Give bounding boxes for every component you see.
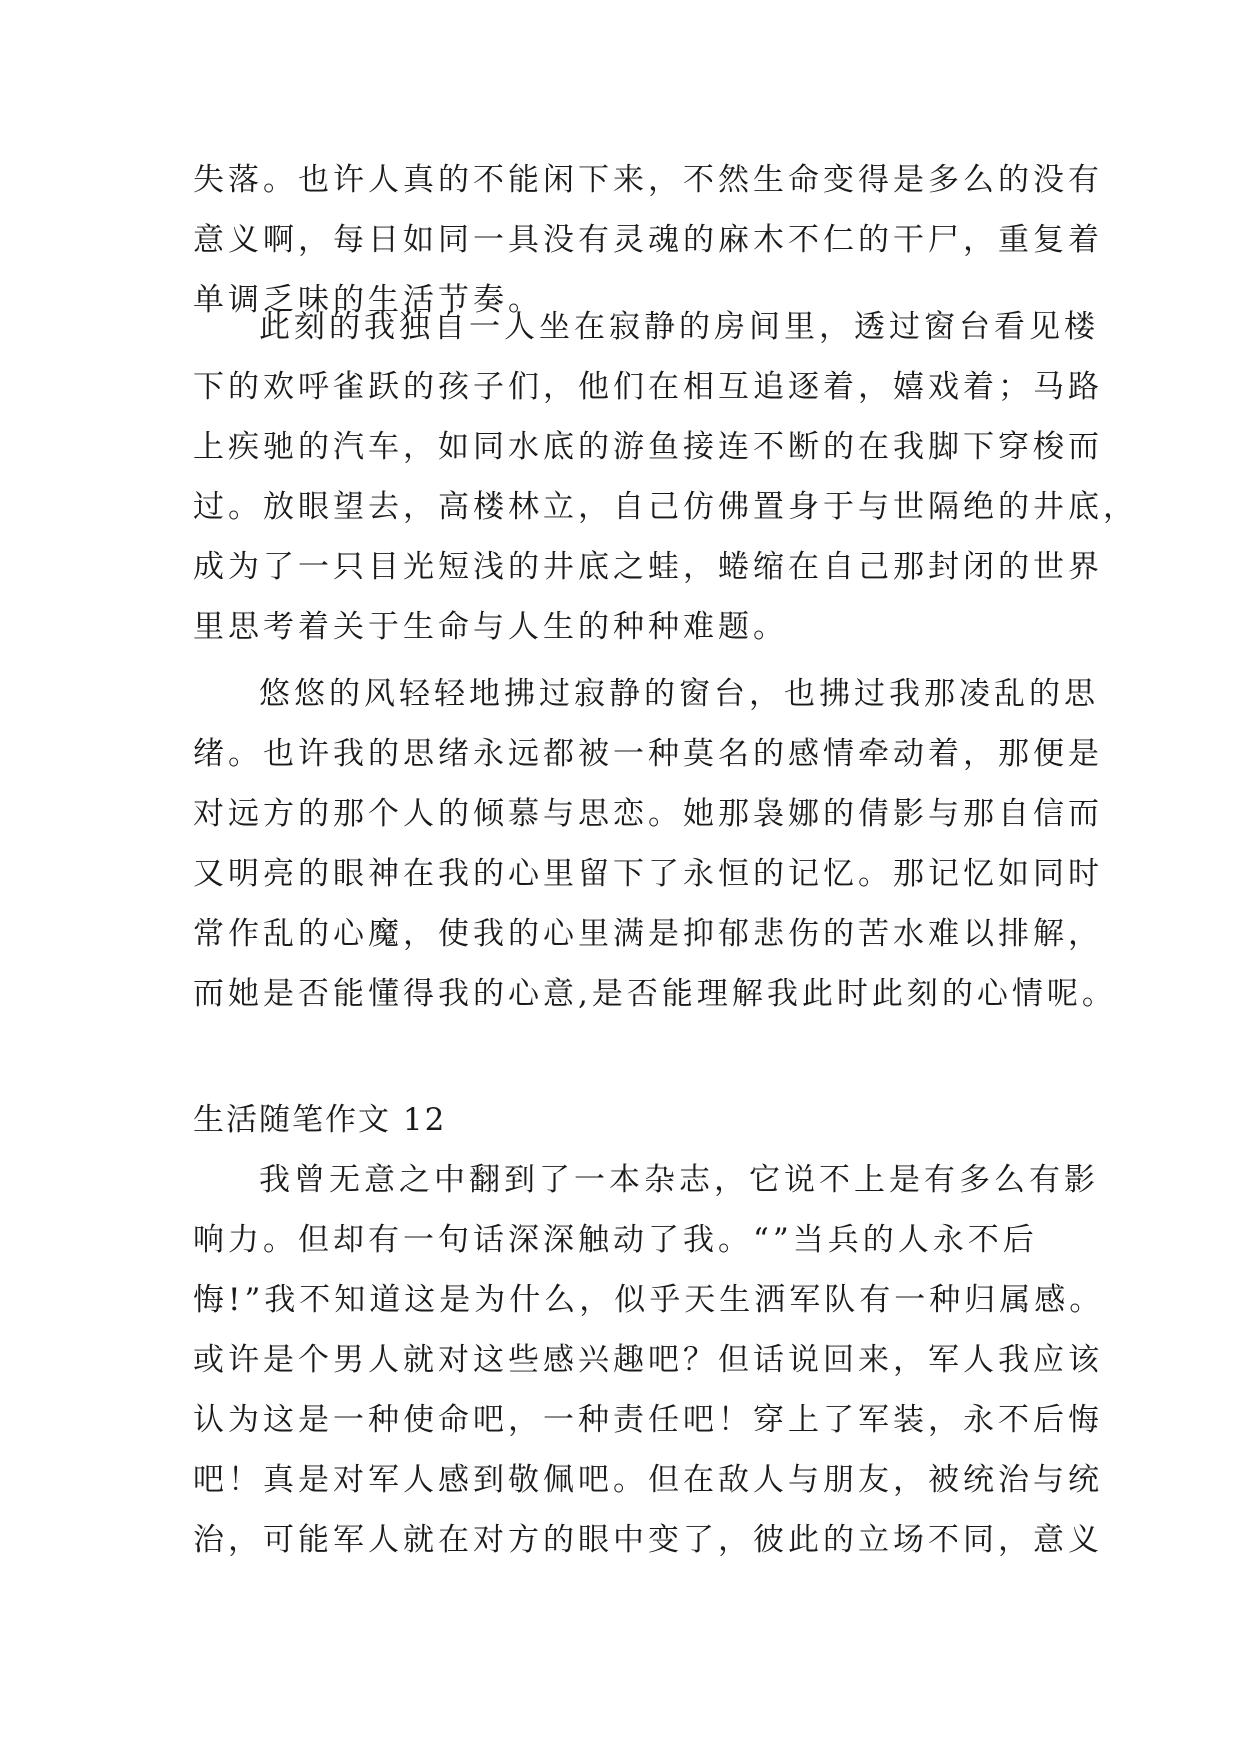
text-line: 下的欢呼雀跃的孩子们，他们在相互追逐着，嬉戏着；马路 [193, 369, 1103, 405]
text-line: 绪。也许我的思绪永远都被一种莫名的感情牵动着，那便是 [193, 736, 1103, 772]
text-line: 悔!”我不知道这是为什么，似乎天生洒军队有一种归属感。 [193, 1282, 1105, 1318]
text-line: 吧！真是对军人感到敬佩吧。但在敌人与朋友，被统治与统 [193, 1462, 1103, 1498]
text-line: 上疾驰的汽车，如同水底的游鱼接连不断的在我脚下穿梭而 [193, 429, 1103, 465]
section-title: 生活随笔作文 12 [193, 1102, 447, 1138]
text-line: 成为了一只目光短浅的井底之蛙，蜷缩在自己那封闭的世界 [193, 549, 1103, 585]
text-line: 响力。但却有一句话深深触动了我。“”当兵的人永不后 [193, 1222, 1038, 1258]
paragraph-2 [193, 297, 1138, 657]
text-line: 单调乏味的生活节奏。 [193, 282, 543, 318]
text-line: 常作乱的心魔，使我的心里满是抑郁悲伤的苦水难以排解， [193, 916, 1103, 952]
text-line: 治，可能军人就在对方的眼中变了，彼此的立场不同，意义 [193, 1522, 1103, 1558]
text-line: 我曾无意之中翻到了一本杂志，它说不上是有多么有影 [259, 1162, 1099, 1198]
text-line: 或许是个男人就对这些感兴趣吧？但话说回来，军人我应该 [193, 1342, 1103, 1378]
text-line: 悠悠的风轻轻地拂过寂静的窗台，也拂过我那凌乱的思 [259, 676, 1099, 712]
text-line: 失落。也许人真的不能闲下来，不然生命变得是多么的没有 [193, 162, 1103, 198]
text-line: 过。放眼望去，高楼林立，自己仿佛置身于与世隔绝的井底， [193, 489, 1138, 525]
text-line: 认为这是一种使命吧，一种责任吧！穿上了军装，永不后悔 [193, 1402, 1103, 1438]
text-line: 意义啊，每日如同一具没有灵魂的麻木不仁的干尸，重复着 [193, 222, 1103, 258]
text-line: 又明亮的眼神在我的心里留下了永恒的记忆。那记忆如同时 [193, 856, 1103, 892]
text-line: 而她是否能懂得我的心意,是否能理解我此时此刻的心情呢。 [193, 976, 1117, 1012]
text-line: 里思考着关于生命与人生的种种难题。 [193, 609, 788, 645]
paragraph-4 [193, 1150, 1105, 1570]
text-line: 此刻的我独自一人坐在寂静的房间里，透过窗台看见楼 [259, 309, 1099, 345]
text-line: 对远方的那个人的倾慕与思恋。她那袅娜的倩影与那自信而 [193, 796, 1103, 832]
paragraph-3 [193, 664, 1117, 1024]
